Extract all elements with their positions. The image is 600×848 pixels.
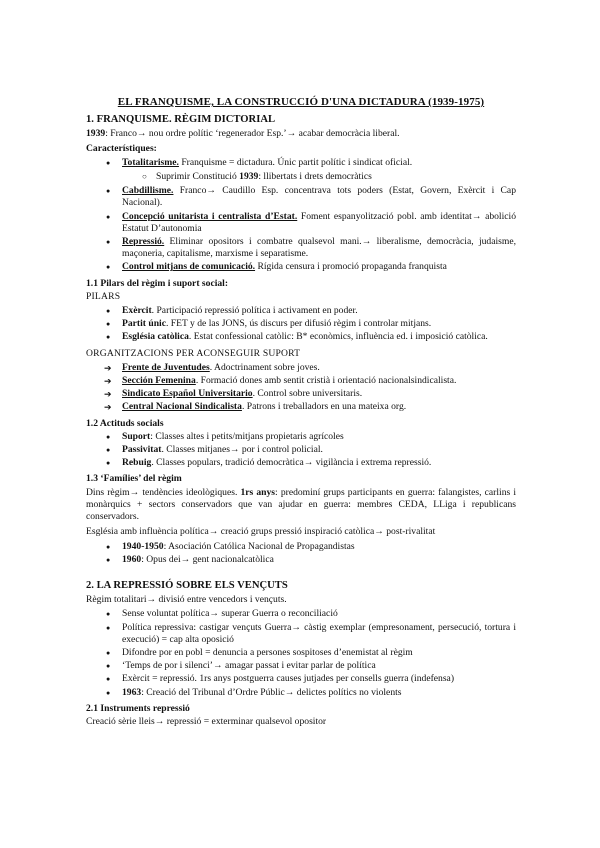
item-text: : Opus dei→ gent nacionalcatòlica <box>141 553 274 565</box>
list-item <box>86 375 516 387</box>
list-item <box>86 687 516 699</box>
section-1-3-heading: 1.3 ‘Famílies’ del règim <box>86 473 182 485</box>
item-text: Eliminar opositors i combatre qualsevol mani.→ liberalisme, democràcia, judaisme, maçoneria, capitalisme, marxisme i separatisme. <box>122 236 516 260</box>
list-item <box>86 305 516 317</box>
item-term: Repressió. <box>122 236 165 248</box>
intro-text: : Franco→ nou ordre polític ‘regenerador Esp.’→ acabar democràcia liberal. <box>105 128 400 140</box>
families-list <box>86 541 516 566</box>
list-item <box>86 457 516 469</box>
item-text: Franquisme = dictadura. Únic partit polític i sindicat oficial. <box>178 156 413 168</box>
item-text: : Classes altes i petits/mitjans propietaris agrícoles <box>150 430 344 442</box>
list-item <box>86 431 516 443</box>
item-term: Sindicato Español Universitario <box>122 388 253 400</box>
pilars-label: PILARS <box>86 290 121 302</box>
document-page <box>86 96 516 730</box>
item-term: Rebuig <box>122 457 152 469</box>
item-text: . Formació dones amb sentit cristià i orientació nacionalsindicalista. <box>195 375 457 387</box>
list-item <box>86 362 516 374</box>
list-item <box>86 401 516 413</box>
list-item: ● ‘Temps de por i silenci’→ amagar passat i evitar parlar de política <box>86 660 516 672</box>
list-item: ● Difondre por en pobl = denuncia a persones sospitoses d’enemistat al règim <box>86 647 516 659</box>
section-2-heading: 2. LA REPRESSIÓ SOBRE ELS VENÇUTS <box>86 579 288 591</box>
item-term: Concepció unitarista i centralista d’Estat. <box>122 210 298 222</box>
sub-year: 1939 <box>239 171 259 183</box>
item-term: Exèrcit <box>122 305 152 317</box>
item-text: . Adoctrinament sobre joves. <box>209 361 320 373</box>
families-paragraph <box>86 487 516 524</box>
item-term: Totalitarisme. <box>122 156 179 168</box>
item-text: . Patrons i treballadors en una mateixa org. <box>241 401 407 413</box>
item-text: : Creació del Tribunal d’Ordre Públic→ delictes polítics no violents <box>141 686 402 698</box>
list-item: ● Sense voluntat política→ superar Guerra o reconciliació <box>86 608 516 620</box>
section-2-1-text: Creació sèrie lleis→ repressió = exterminar qualsevol opositor <box>86 715 327 727</box>
organizations-label: ORGANITZACIONS PER ACONSEGUIR SUPORT <box>86 347 301 359</box>
list-item <box>86 185 516 209</box>
characteristics-label: Característiques: <box>86 142 157 154</box>
list-item <box>86 318 516 330</box>
list-item: ● Política repressiva: castigar vençuts Guerra→ càstig exemplar (empresonament, persecució, tortura i execució) = cap alta oposició <box>86 622 516 646</box>
pilars-list <box>86 305 516 344</box>
list-item <box>86 388 516 400</box>
item-text: Rígida censura i promoció propaganda franquista <box>255 261 447 273</box>
list-item <box>86 211 516 235</box>
item-term: Església catòlica <box>122 331 189 343</box>
item-text: . Classes mitjanes→ por i control policial. <box>161 444 323 456</box>
item-text: Foment espanyolització pobl. amb identitat→ abolició Estatut D’autonomia <box>122 210 516 234</box>
intro-year: 1939 <box>86 128 106 140</box>
item-term: Sección Femenina <box>122 375 196 387</box>
item-term: 1940-1950 <box>122 540 164 552</box>
item-term: Partit únic <box>122 318 166 330</box>
item-term: Central Nacional Sindicalista <box>122 401 242 413</box>
organizations-list <box>86 362 516 414</box>
item-text: . Classes populars, tradició democràtica→ vigilància i extrema repressió. <box>151 457 432 469</box>
item-text: . Participació repressió política i activament en poder. <box>151 305 358 317</box>
item-text: : Asociación Católica Nacional de Propagandistas <box>163 540 355 552</box>
list-item <box>86 444 516 456</box>
list-item <box>86 171 516 183</box>
list-item: ● Exèrcit = repressió. 1rs anys postguerra causes jutjades per consells guerra (indefensa) <box>86 673 516 685</box>
section-1-heading: 1. FRANQUISME. RÈGIM DICTORIAL <box>86 114 276 126</box>
attitudes-list <box>86 431 516 470</box>
characteristics-list-cont <box>86 185 516 273</box>
section-1-intro <box>86 128 516 140</box>
para-bold: 1rs anys <box>240 486 276 498</box>
list-item <box>86 541 516 553</box>
item-term: 1963 <box>122 686 142 698</box>
item-term: 1960 <box>122 553 142 565</box>
list-item <box>86 261 516 273</box>
item-term: Passivitat <box>122 444 162 456</box>
para-text: Dins règim→ tendències ideològiques. <box>86 486 241 498</box>
item-text: Franco→ Caudillo Esp. concentrava tots poders (Estat, Govern, Exèrcit i Cap Nacional). <box>122 185 516 209</box>
list-item <box>86 554 516 566</box>
sub-text: Suprimir Constitució <box>156 171 240 183</box>
sub-text-post: : llibertats i drets democràtics <box>258 171 372 183</box>
characteristics-list <box>86 157 516 169</box>
section-1-2-heading: 1.2 Actituds socials <box>86 417 164 429</box>
item-term: Control mitjans de comunicació. <box>122 261 256 273</box>
item-term: Frente de Juventudes <box>122 361 210 373</box>
section-2-intro: Règim totalitari→ divisió entre vencedors i vençuts. <box>86 594 287 606</box>
document-title: EL FRANQUISME, LA CONSTRUCCIÓ D'UNA DICTADURA (1939-1975) <box>117 96 485 108</box>
item-text: . FET y de las JONS, ús discurs per difusió règim i controlar mitjans. <box>165 318 432 330</box>
section-1-1-heading: 1.1 Pilars del règim i suport social: <box>86 277 229 289</box>
item-text: . Estat confessional catòlic: B* econòmics, influència ed. i imposició catòlica. <box>188 331 488 343</box>
item-term: Suport <box>122 430 151 442</box>
section-2-1-heading: 2.1 Instruments repressió <box>86 702 190 714</box>
item-term: Cabdillisme. <box>122 185 174 197</box>
list-item <box>86 157 516 169</box>
church-paragraph: Església amb influència política→ creació grups pressió inspiració catòlica→ post-rivalitat <box>86 526 436 538</box>
sub-list <box>86 171 516 183</box>
list-item <box>86 331 516 343</box>
list-item <box>86 236 516 260</box>
item-text: . Control sobre universitaris. <box>252 388 363 400</box>
para-text-cont: : predominí grups participants en guerra: falangistes, carlins i monàrquics + sectors conservadors que van ajudar en guerra: membres CEDA, LLiga i republicans conservadors. <box>86 486 517 523</box>
repression-list <box>86 608 516 698</box>
